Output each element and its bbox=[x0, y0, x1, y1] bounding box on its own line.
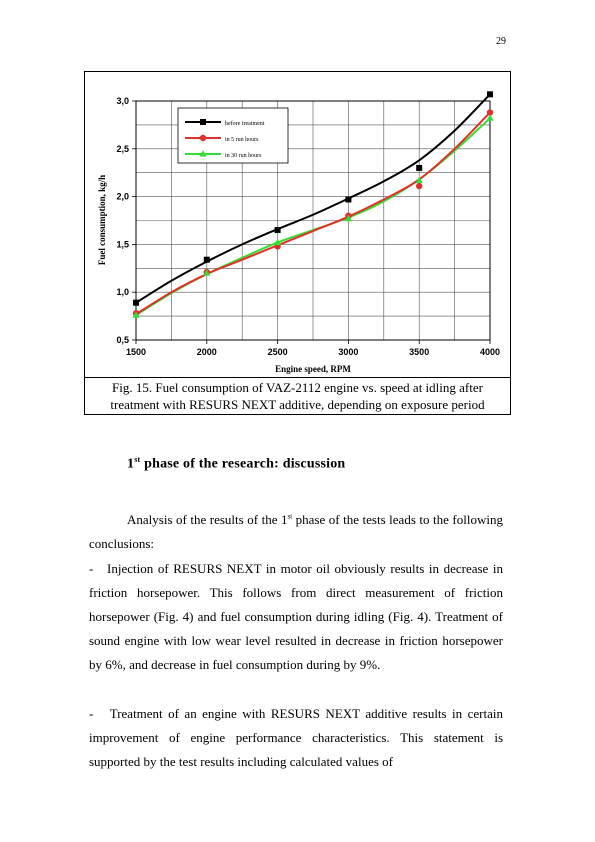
data-point bbox=[133, 300, 139, 306]
chart-legend bbox=[178, 108, 288, 163]
intro-paragraph bbox=[89, 508, 503, 556]
page-number: 29 bbox=[496, 36, 506, 47]
conclusion-item-2: - Treatment of an engine with RESURS NEXT additive results in certain improvement of engine performance characteristics. This statement is supported by the test results including calculated values of bbox=[89, 706, 503, 769]
intro-superscript: st bbox=[287, 512, 293, 521]
section-heading bbox=[127, 455, 345, 473]
figure-caption-line-2: treatment with RESURS NEXT additive, depending on exposure period bbox=[110, 397, 485, 412]
data-point bbox=[416, 165, 422, 171]
intro-text-a: Analysis of the results of the 1 bbox=[127, 512, 288, 527]
x-tick-label: 1500 bbox=[125, 347, 147, 357]
x-tick-label: 3500 bbox=[409, 347, 430, 357]
data-point bbox=[204, 257, 210, 263]
x-tick-label: 3000 bbox=[338, 347, 359, 357]
intro-text-b: phase of the tests leads to the following conclusions: bbox=[89, 512, 503, 551]
legend-label: in 5 run hours bbox=[225, 137, 259, 143]
legend-label: in 30 run hours bbox=[225, 153, 262, 159]
x-axis-label: Engine speed, RPM bbox=[275, 364, 351, 374]
figure-caption-line-1: Fig. 15. Fuel consumption of VAZ-2112 engine vs. speed at idling after bbox=[112, 380, 483, 395]
figure-caption bbox=[85, 377, 510, 414]
y-tick-label: 1,5 bbox=[116, 239, 129, 250]
data-point bbox=[416, 183, 422, 189]
heading-prefix: 1 bbox=[127, 456, 135, 472]
y-axis-label: Fuel consumption, kg/h bbox=[97, 174, 107, 266]
x-tick-label: 4000 bbox=[479, 347, 501, 357]
y-tick-label: 0,5 bbox=[116, 335, 129, 345]
data-point bbox=[345, 196, 351, 202]
y-tick-label: 2,5 bbox=[116, 143, 129, 154]
legend-swatch-marker bbox=[200, 119, 206, 125]
figure-frame bbox=[84, 71, 511, 415]
x-tick-label: 2000 bbox=[196, 347, 217, 357]
legend-label: before treatment bbox=[225, 121, 265, 127]
fuel-consumption-chart bbox=[85, 72, 510, 377]
y-tick-label: 2,0 bbox=[116, 191, 129, 202]
x-tick-label: 2500 bbox=[267, 347, 288, 357]
legend-swatch-marker bbox=[200, 135, 206, 141]
heading-superscript: st bbox=[134, 455, 141, 464]
data-point bbox=[487, 91, 493, 97]
heading-text: phase of the research: discussion bbox=[140, 456, 346, 472]
conclusion-item-1: - Injection of RESURS NEXT in motor oil obviously results in decrease in friction horsepower. This follows from direct measurement of friction horsepower (Fig. 4) and fuel consumption during idling (Fig. 4). Treatment of sound engine with low wear level resulted in decrease in friction horsepower by 6%, and decrease in fuel consumption during by 9%. bbox=[89, 561, 503, 672]
y-tick-label: 1,0 bbox=[116, 287, 129, 298]
data-point bbox=[275, 227, 281, 233]
y-tick-label: 3,0 bbox=[116, 96, 129, 106]
